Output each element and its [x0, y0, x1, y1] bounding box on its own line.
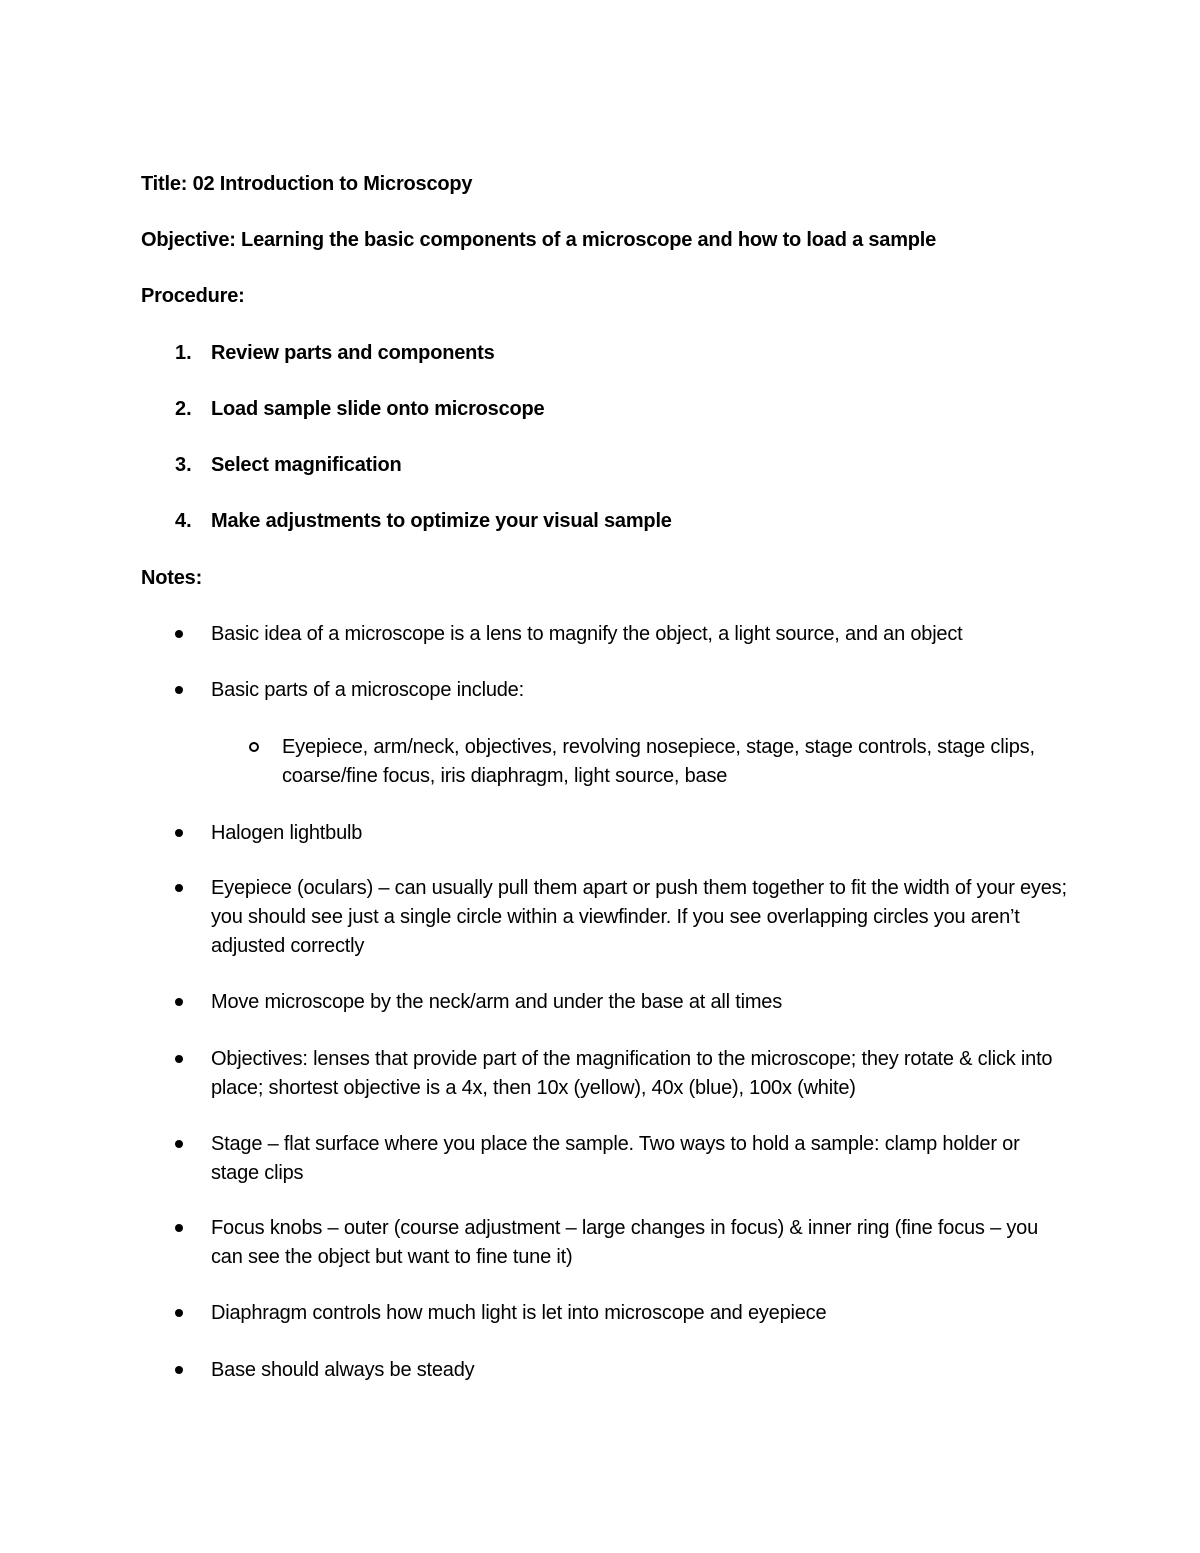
note-item: Focus knobs – outer (course adjustment – large changes in focus) & inner ring (fine focus – you can see the object but want to fine tune it) [211, 1217, 1039, 1268]
note-item: Objectives: lenses that provide part of the magnification to the microscope; they rotate & click into place; shortest objective is a 4x, then 10x (yellow), 40x (blue), 100x (white) [211, 1048, 1053, 1099]
bullet-icon [175, 1224, 183, 1232]
note-item: Base should always be steady [211, 1359, 475, 1381]
note-item: Move microscope by the neck/arm and under the base at all times [211, 991, 783, 1013]
bullet-icon [175, 686, 183, 694]
notes-heading: Notes: [141, 567, 203, 589]
bullet-icon [175, 829, 183, 837]
document-title: Title: 02 Introduction to Microscopy [141, 173, 473, 195]
procedure-number: 2. [175, 398, 192, 420]
procedure-step: Make adjustments to optimize your visual sample [211, 510, 672, 532]
procedure-step: Select magnification [211, 454, 402, 476]
procedure-number: 4. [175, 510, 192, 532]
bullet-icon [175, 1140, 183, 1148]
procedure-step: Review parts and components [211, 342, 495, 364]
note-item: Basic parts of a microscope include: [211, 679, 524, 701]
note-item: Basic idea of a microscope is a lens to magnify the object, a light source, and an object [211, 623, 963, 645]
bullet-icon [175, 998, 183, 1006]
note-item: Halogen lightbulb [211, 822, 363, 844]
note-item: Stage – flat surface where you place the sample. Two ways to hold a sample: clamp holder or stage clips [211, 1133, 1020, 1184]
bullet-icon [175, 630, 183, 638]
note-item: Diaphragm controls how much light is let into microscope and eyepiece [211, 1302, 827, 1324]
note-item: Eyepiece (oculars) – can usually pull them apart or push them together to fit the width of your eyes; you should see just a single circle within a viewfinder. If you see overlapping circles you aren’t adjusted correctly [211, 877, 1067, 957]
bullet-icon [175, 1309, 183, 1317]
sub-note-item: Eyepiece, arm/neck, objectives, revolving nosepiece, stage, stage controls, stage clips, coarse/fine focus, iris diaphragm, light source, base [282, 736, 1035, 787]
bullet-icon [175, 884, 183, 892]
procedure-step: Load sample slide onto microscope [211, 398, 545, 420]
objective: Objective: Learning the basic components of a microscope and how to load a sample [141, 229, 937, 251]
bullet-icon [175, 1055, 183, 1063]
procedure-heading: Procedure: [141, 285, 245, 307]
circle-bullet-icon [249, 742, 259, 752]
procedure-number: 3. [175, 454, 192, 476]
procedure-number: 1. [175, 342, 192, 364]
bullet-icon [175, 1366, 183, 1374]
